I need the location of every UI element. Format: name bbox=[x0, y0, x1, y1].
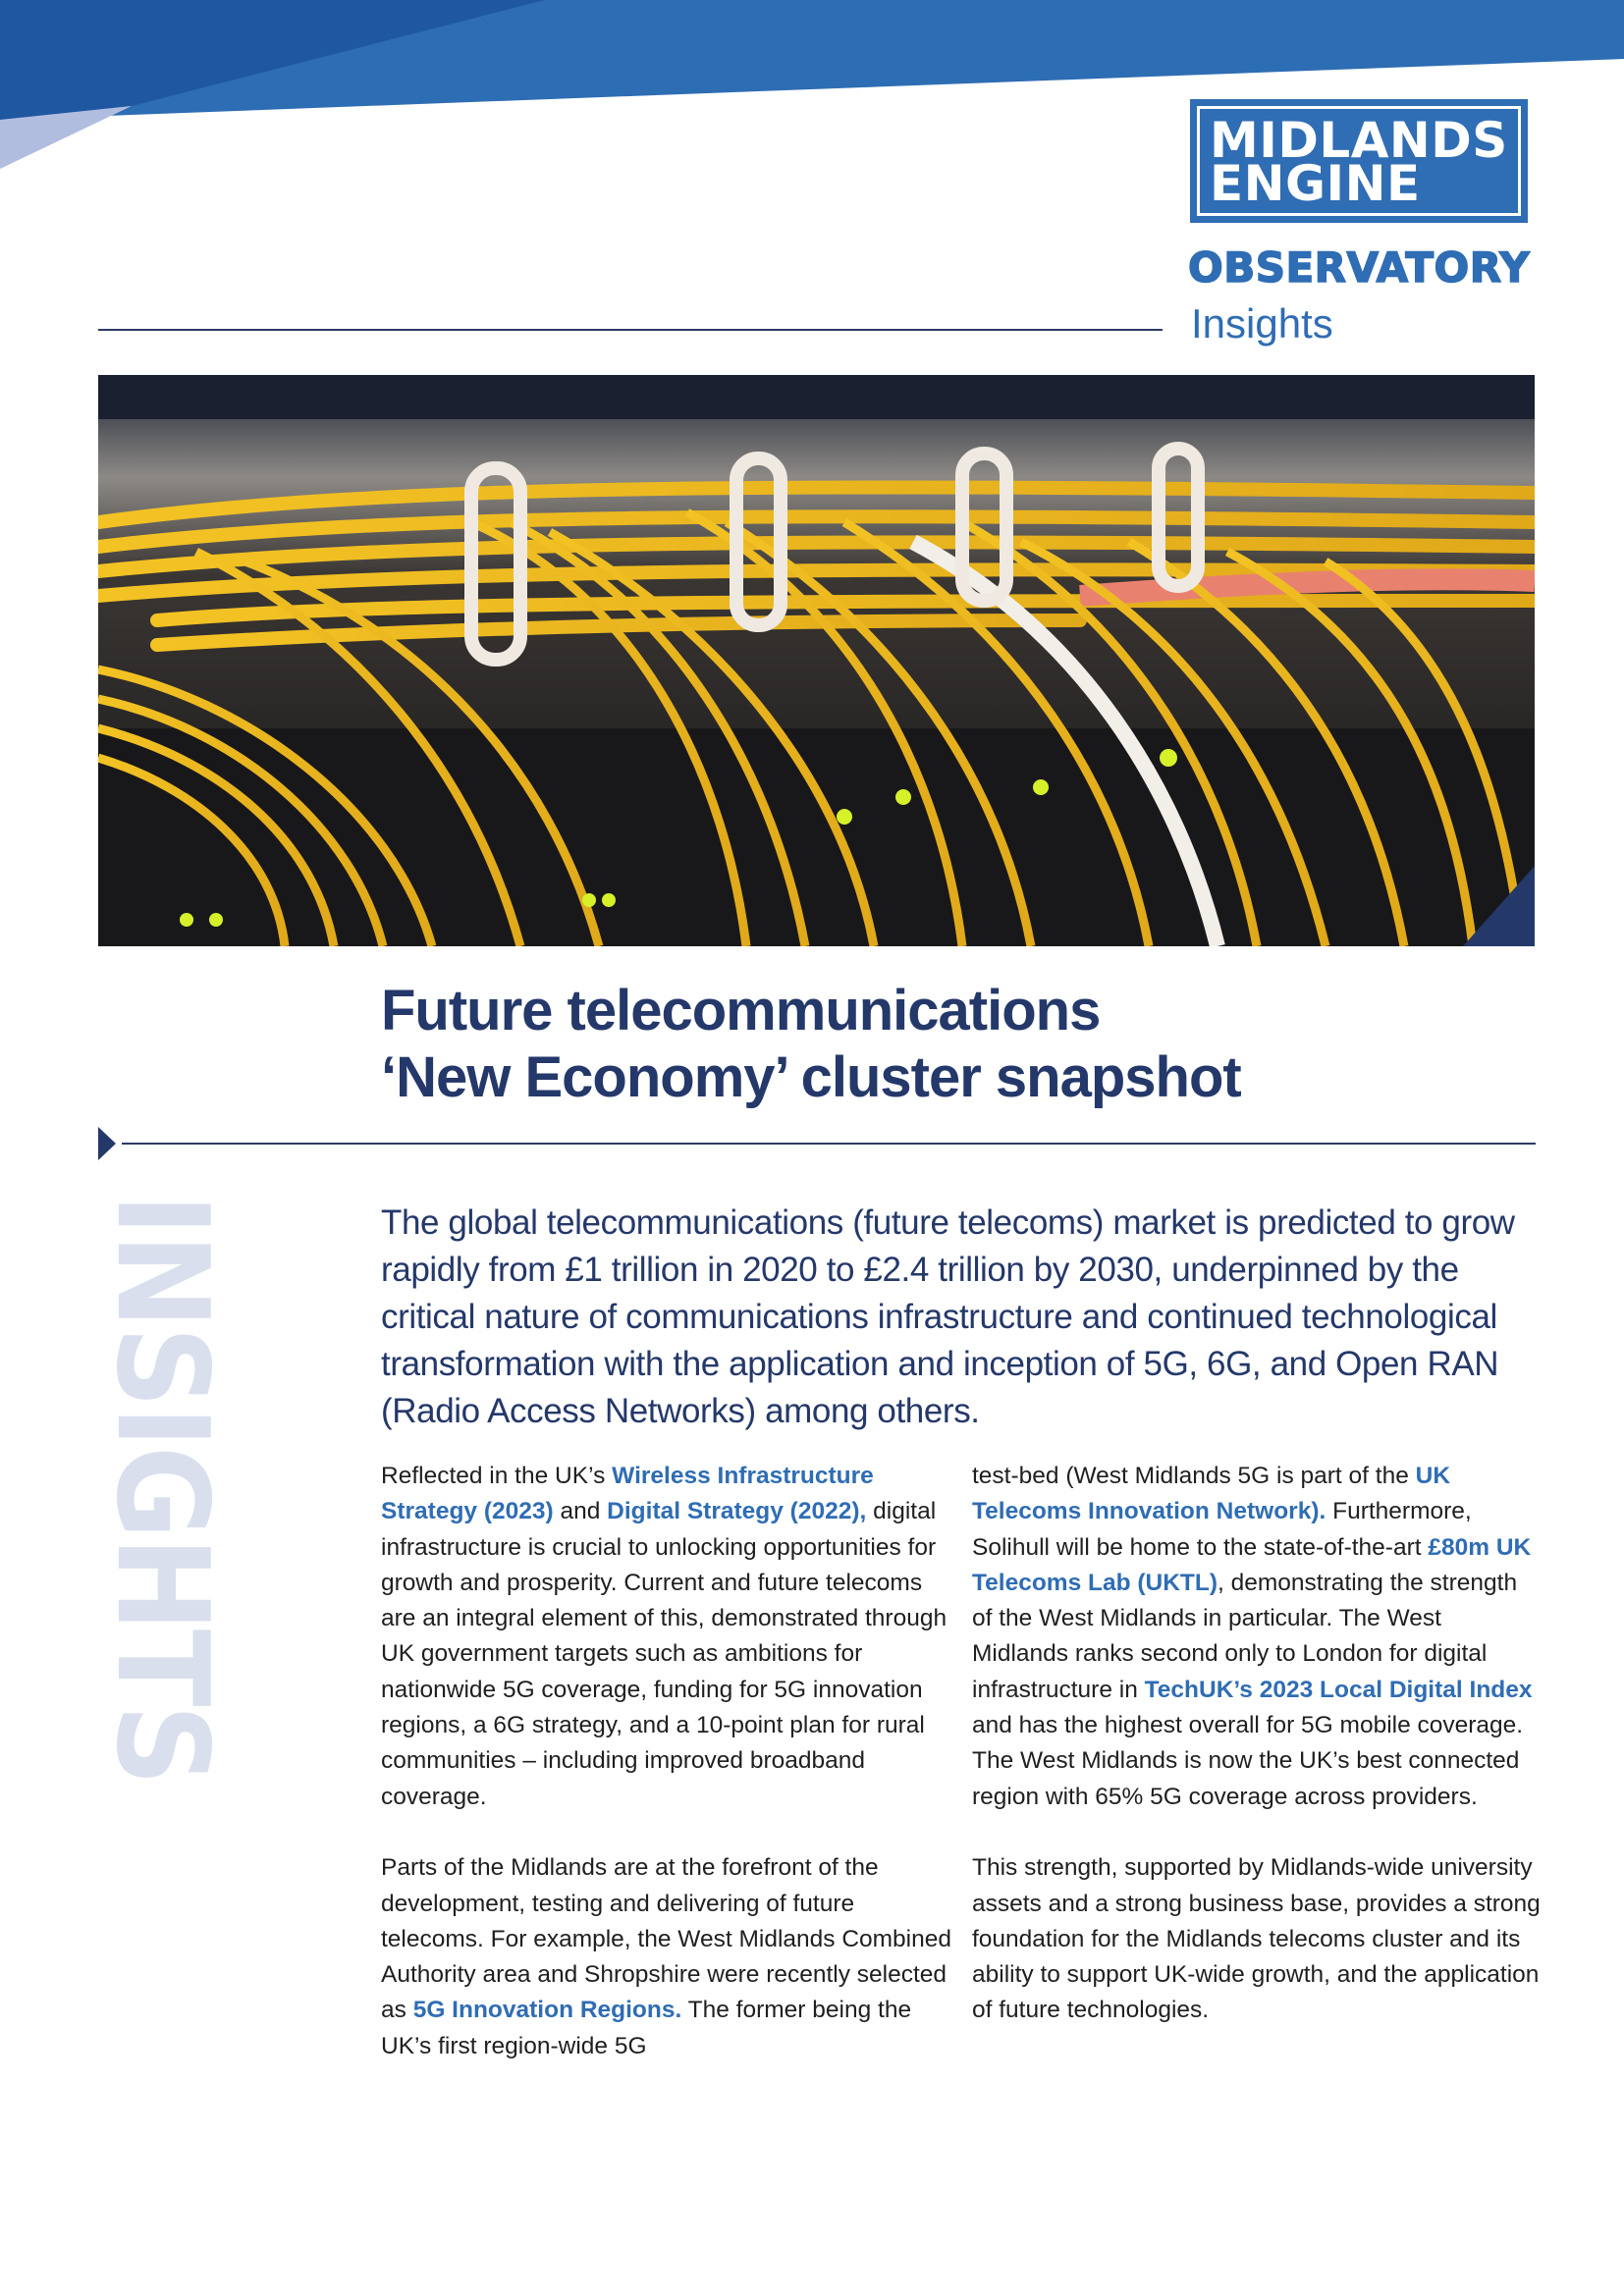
text: Furthermore, Solihull will be home to the state-of-the-art bbox=[972, 1498, 1472, 1561]
header-divider bbox=[98, 329, 1163, 331]
lede-paragraph: The global telecommunications (future telecoms) market is predicted to grow rapidly from £1 trillion in 2020 to £2.4 trillion by 2030, underpinned by the critical nature of communications infrastructure and continued technological transformation with the application and inception of 5G, 6G, and Open RAN (Radio Access Networks) among others. bbox=[381, 1203, 1515, 1430]
title-line-2: ‘New Economy’ cluster snapshot bbox=[381, 1045, 1241, 1109]
body-column-right bbox=[972, 1459, 1542, 2064]
text: Parts of the Midlands are at the forefront of the development, testing and delivering of future telecoms. For example, the West Midlands Combined Authority area and Shropshire were recently selected as bbox=[381, 1854, 951, 2024]
logo-text-engine: ENGINE bbox=[1210, 155, 1421, 212]
title-line-1: Future telecommunications bbox=[381, 979, 1101, 1042]
page-title bbox=[381, 978, 1510, 1111]
section-label: Insights bbox=[1191, 300, 1333, 347]
link-techuk-local-digital-index[interactable]: TechUK’s 2023 Local Digital Index bbox=[1144, 1676, 1533, 1703]
body-paragraph-3: This strength, supported by Midlands-wide university assets and a strong business base, provides a strong foundation for the Midlands telecoms cluster and its ability to support UK-wide growth, and the application of future technologies. bbox=[972, 1854, 1541, 2024]
text: and has the highest overall for 5G mobile coverage. The West Midlands is now the UK’s best connected region with 65% 5G coverage across providers. bbox=[972, 1712, 1524, 1810]
arrow-marker-icon bbox=[98, 1127, 116, 1160]
text: The former being the UK’s first region-wide 5G bbox=[381, 1997, 912, 2059]
hero-image-fibre-cables bbox=[98, 375, 1535, 946]
insights-watermark-text: INSIGHTS bbox=[88, 1194, 235, 1785]
observatory-wordmark: OBSERVATORY bbox=[1188, 243, 1531, 292]
text: test-bed (West Midlands 5G is part of the bbox=[972, 1463, 1416, 1489]
body-column-left bbox=[381, 1459, 960, 2100]
link-wireless-infrastructure-strategy[interactable]: Wireless Infrastructure Strategy (2023) bbox=[381, 1463, 874, 1525]
link-digital-strategy[interactable]: Digital Strategy (2022), bbox=[607, 1498, 867, 1525]
text: Reflected in the UK’s bbox=[381, 1463, 613, 1489]
link-uk-telecoms-innovation-network[interactable]: UK Telecoms Innovation Network). bbox=[972, 1463, 1451, 1525]
link-5g-innovation-regions[interactable]: 5G Innovation Regions. bbox=[412, 1997, 682, 2024]
text: and bbox=[553, 1498, 608, 1525]
insights-watermark bbox=[88, 1194, 235, 1785]
text: digital infrastructure is crucial to unlocking opportunities for growth and prosperity. Current and future telecoms are an integral element of this, demonstrated through UK government targets such as ambitions for nationwide 5G coverage, funding for 5G innovation regions, a 6G strategy, and a 10-point plan for rural communities – including improved broadband coverage. bbox=[381, 1498, 947, 1810]
text: , demonstrating the strength of the West Midlands in particular. The West Midlands ranks second only to London for digital infrastructure in bbox=[972, 1569, 1518, 1703]
logo-text-midlands: MIDLANDS bbox=[1210, 112, 1508, 169]
title-divider bbox=[122, 1143, 1536, 1145]
body-paragraph-2-cont bbox=[972, 1459, 1542, 1815]
link-uk-telecoms-lab[interactable]: £80m UK Telecoms Lab (UKTL) bbox=[972, 1533, 1532, 1596]
body-paragraph-1 bbox=[381, 1459, 960, 1815]
midlands-engine-logo bbox=[1190, 99, 1528, 223]
body-paragraph-2-start bbox=[381, 1850, 960, 2064]
